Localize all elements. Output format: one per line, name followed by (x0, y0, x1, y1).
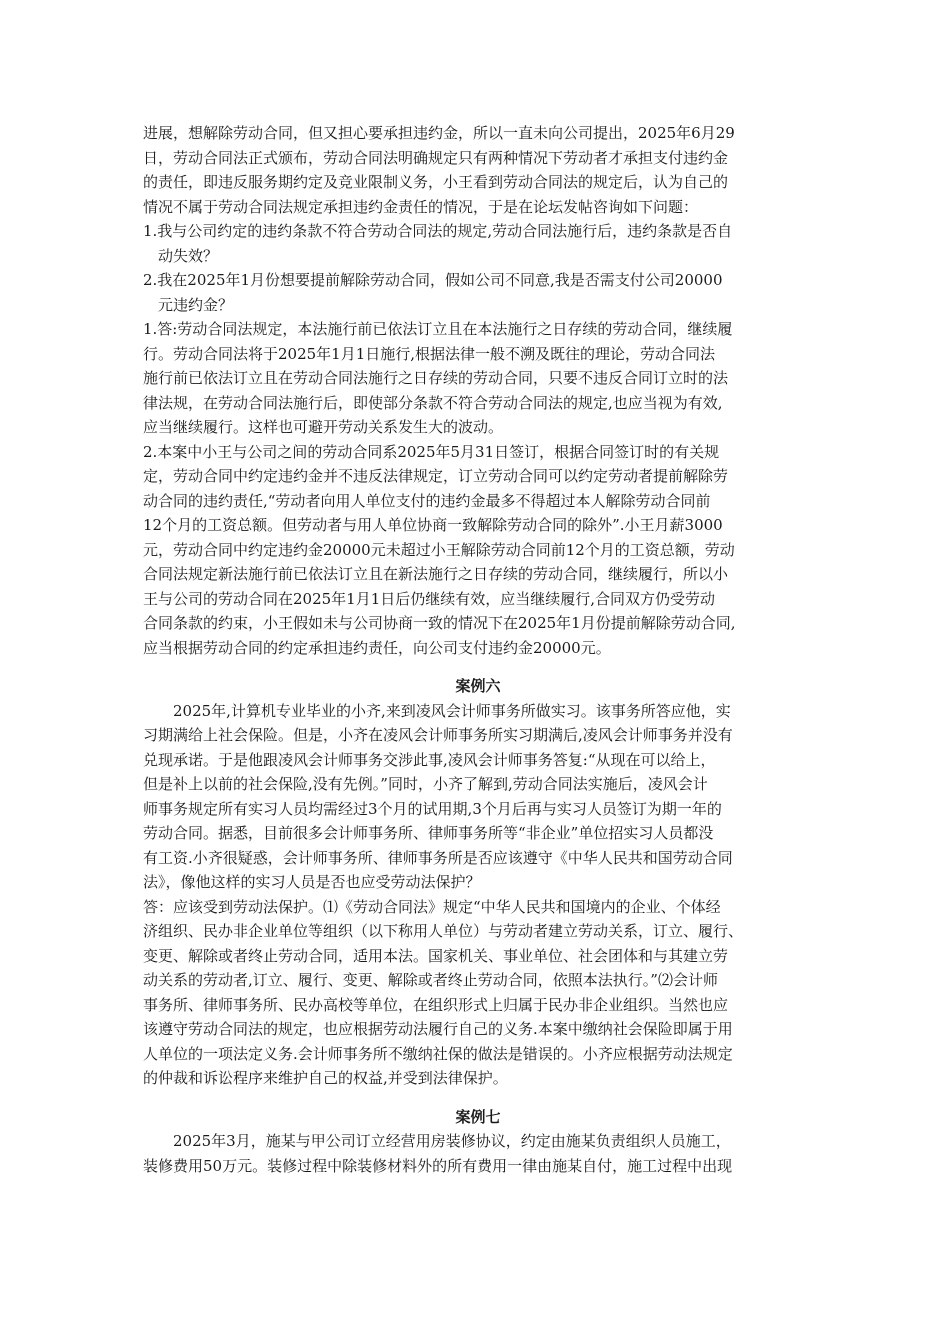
case-7-heading: 案例七 (455, 1107, 501, 1126)
text-line: 济组织、民办非企业单位等组织（以下称用人单位）与劳动者建立劳动关系，订立、履行、 (143, 922, 744, 940)
question-2 (143, 268, 813, 317)
document-page (143, 121, 813, 1178)
text-line: 2.我在2025年1月份想要提前解除劳动合同，假如公司不同意,我是否需支付公司20000 (143, 271, 723, 289)
paragraph-background (143, 121, 813, 219)
text-line: 王与公司的劳动合同在2025年1月1日后仍继续有效，应当继续履行,合同双方仍受劳动 (143, 589, 716, 608)
text-line: 事务所、律师事务所、民办高校等单位，在组织形式上归属于民办非企业组织。当然也应 (143, 995, 729, 1014)
case-7-section (143, 1105, 813, 1179)
text-line: 日，劳动合同法正式颁布，劳动合同法明确规定只有两种情况下劳动者才承担支付违约金 (143, 148, 729, 167)
text-line: 进展，想解除劳动合同，但又担心要承担违约金，所以一直未向公司提出，2025年6月29 (143, 124, 735, 142)
section-spacer (143, 660, 813, 674)
text-line: 法》，像他这样的实习人员是否也应受劳动法保护？ (143, 873, 481, 891)
text-line: 合同法规定新法施行前已依法订立且在新法施行之日存续的劳动合同，继续履行，所以小 (143, 565, 729, 583)
text-line: 情况不属于劳动合同法规定承担违约金责任的情况，于是在论坛发帖咨询如下问题： (143, 197, 699, 216)
text-line: 变更、解除或者终止劳动合同，适用本法。国家机关、事业单位、社会团体和与其建立劳 (143, 946, 729, 965)
text-line: 应当根据劳动合同的约定承担违约责任，向公司支付违约金20000元。 (143, 638, 611, 657)
text-line: 2.本案中小王与公司之间的劳动合同系2025年5月31日签订，根据合同签订时的有关规 (143, 442, 720, 461)
text-line: 动关系的劳动者,订立、履行、变更、解除或者终止劳动合同，依照本法执行。”⑵会计师 (143, 971, 718, 989)
text-line: 的仲裁和诉讼程序来维护自己的权益,并受到法律保护。 (143, 1069, 508, 1087)
case-6-section (143, 674, 813, 1091)
text-line: 1.答:劳动合同法规定，本法施行前已依法订立且在本法施行之日存续的劳动合同，继续履 (143, 320, 733, 338)
text-line: 施行前已依法订立且在劳动合同法施行之日存续的劳动合同，只要不违反合同订立时的法 (143, 369, 729, 387)
text-line: 的责任，即违反服务期约定及竞业限制义务，小王看到劳动合同法的规定后，认为自己的 (143, 173, 729, 191)
text-line: 合同条款的约束，小王假如未与公司协商一致的情况下在2025年1月份提前解除劳动合同, (143, 614, 736, 632)
text-line: 12个月的工资总额。但劳动者与用人单位协商一致解除劳动合同的除外”.小王月薪3000 (143, 516, 723, 534)
text-line: 装修费用50万元。装修过程中除装修材料外的所有费用一律由施某自付，施工过程中出现 (143, 1156, 733, 1175)
text-line: 2025年,计算机专业毕业的小齐,来到凌风会计师事务所做实习。该事务所答应他，实 (173, 701, 731, 720)
text-line: 有工资.小齐很疑惑，会计师事务所、律师事务所是否应该遵守《中华人民共和国劳动合同 (143, 848, 733, 867)
text-line: 元，劳动合同中约定违约金20000元未超过小王解除劳动合同前12个月的工资总额，劳动 (143, 540, 735, 559)
text-line: 师事务规定所有实习人员均需经过3个月的试用期,3个月后再与实习人员签订为期一年的 (143, 799, 722, 818)
text-line: 行。劳动合同法将于2025年1月1日施行,根据法律一般不溯及既往的理论，劳动合同法 (143, 344, 716, 363)
text-line: 1.我与公司约定的违约条款不符合劳动合同法的规定,劳动合同法施行后，违约条款是否自 (143, 222, 733, 240)
text-line: 2025年3月，施某与甲公司订立经营用房装修协议，约定由施某负责组织人员施工， (173, 1132, 731, 1150)
text-line: 动失效？ (158, 246, 219, 265)
text-line: 兑现承诺。于是他跟凌风会计师事务交涉此事,凌风会计师事务答复:“从现在可以给上， (143, 750, 716, 769)
text-line: 习期满给上社会保险。但是，小齐在凌风会计师事务所实习期满后,凌风会计师事务并没有 (143, 726, 733, 744)
case-6-heading: 案例六 (455, 677, 501, 695)
text-line: 元违约金？ (158, 295, 234, 314)
text-line: 劳动合同。据悉，目前很多会计师事务所、律师事务所等“非企业”单位招实习人员都没 (143, 824, 714, 842)
answer-2 (143, 440, 813, 661)
text-line: 应当继续履行。这样也可避开劳动关系发生大的波动。 (143, 418, 504, 436)
text-line: 但是补上以前的社会保险,没有先例。”同时，小齐了解到,劳动合同法实施后，凌风会计 (143, 775, 708, 793)
text-line: 动合同的违约责任,“劳动者向用人单位支付的违约金最多不得超过本人解除劳动合同前 (143, 491, 711, 510)
text-line: 定，劳动合同中约定违约金并不违反法律规定，订立劳动合同可以约定劳动者提前解除劳 (143, 467, 729, 485)
text-line: 律法规，在劳动合同法施行后，即使部分条款不符合劳动合同法的规定,也应当视为有效, (143, 393, 723, 412)
section-spacer (143, 1091, 813, 1105)
text-line: 答：应该受到劳动法保护。⑴《劳动合同法》规定“中华人民共和国境内的企业、个体经 (143, 897, 721, 916)
text-line: 人单位的一项法定义务.会计师事务所不缴纳社保的做法是错误的。小齐应根据劳动法规定 (143, 1044, 733, 1063)
question-1 (143, 219, 813, 268)
answer-1 (143, 317, 813, 440)
text-line: 该遵守劳动合同法的规定，也应根据劳动法履行自己的义务.本案中缴纳社会保险即属于用 (143, 1020, 733, 1038)
